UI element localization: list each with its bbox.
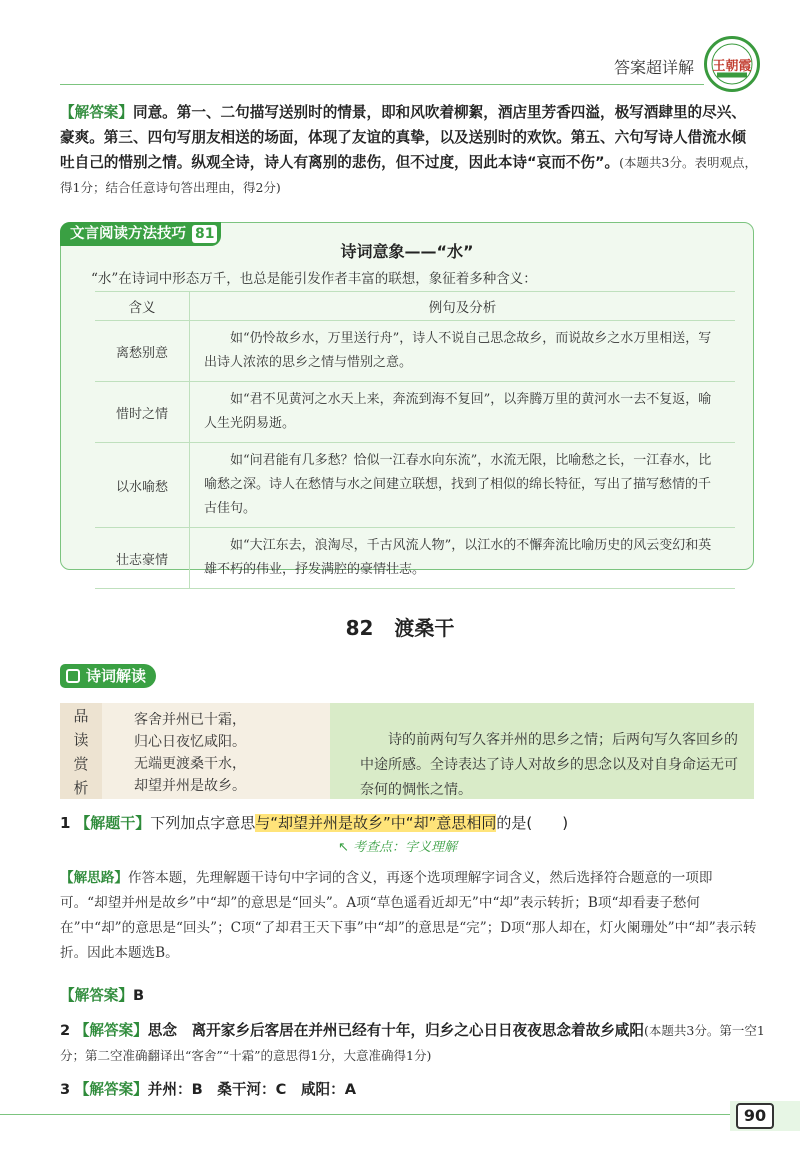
question-pre: 下列加点字意思 xyxy=(150,814,256,832)
table-row xyxy=(95,382,735,443)
poem-box xyxy=(60,703,754,799)
page-number: 90 xyxy=(736,1103,774,1129)
tip-title: 诗词意象——“水” xyxy=(340,242,474,261)
method-tip-box xyxy=(60,222,754,577)
question-1 xyxy=(60,812,568,833)
header-title: 答案超详解 xyxy=(614,58,695,77)
brand-logo xyxy=(704,36,760,92)
column-header-example: 例句及分析 xyxy=(190,292,736,321)
poem-reading-tag xyxy=(60,664,156,688)
solution-tag: 【解思路】 xyxy=(60,870,128,886)
poem-analysis: 诗的前两句写久客并州的思乡之情；后两句写久客回乡的中途所感。全诗表达了诗人对故乡的思念以及对自身命运无可奈何的惆怅之情。 xyxy=(330,703,754,799)
question-3 xyxy=(60,1078,356,1099)
poem-line: 无端更渡桑干水， xyxy=(134,756,246,772)
calendar-icon xyxy=(66,669,80,683)
answer-tag: 【解答案】 xyxy=(74,1081,148,1098)
question-2 xyxy=(60,1018,766,1068)
solution-text: 作答本题，先理解题干诗句中字词的含义，再逐个选项理解字词含义，然后选择符合题意的一项即可。“却望并州是故乡”中“却”的意思是“回头”。A项“草色遥看近却无”中“却”表示转折；B项“却看妻子愁何在”中“却”的意思是“回头”；C项“了却君王天下事”中“却”的意思是“完”；D项“那人却在，灯火阑珊处”中“却”表示转折。因此本题选B。 xyxy=(60,870,757,961)
answer-text: B xyxy=(132,987,145,1004)
column-header-meaning: 含义 xyxy=(95,292,190,321)
tip-number: 81 xyxy=(192,225,217,243)
previous-answer xyxy=(60,100,760,200)
section-number: 82 xyxy=(345,616,374,640)
appreciation-side-label xyxy=(60,703,102,799)
poem-text xyxy=(102,703,330,799)
meaning-cell: 惜时之情 xyxy=(95,382,190,443)
table-row xyxy=(95,321,735,382)
question-post: 的是( ) xyxy=(496,814,569,832)
meaning-cell: 以水喻愁 xyxy=(95,443,190,528)
meaning-cell: 壮志豪情 xyxy=(95,528,190,589)
tip-intro: “水”在诗词中形态万千，也总是能引发作者丰富的联想，象征着多种含义： xyxy=(91,271,537,287)
question-1-answer xyxy=(60,984,144,1005)
table-row xyxy=(95,443,735,528)
question-highlight: 与“却望并州是故乡”中“却”意思相同 xyxy=(255,814,497,832)
imagery-table xyxy=(95,291,735,589)
poem-line: 归心日夜忆咸阳。 xyxy=(134,734,246,750)
answer-tag: 【解答案】 xyxy=(60,987,133,1004)
example-cell: 如“大江东去，浪淘尽，千古风流人物”，以江水的不懈奔流比喻历史的风云变幻和英雄不朽的伟业，抒发满腔的豪情壮志。 xyxy=(190,528,736,589)
meaning-cell: 离愁别意 xyxy=(95,321,190,382)
question-number: 3 xyxy=(60,1081,71,1098)
table-header-row xyxy=(95,292,735,321)
exam-point-text: 考查点：字义理解 xyxy=(353,840,458,855)
question-tag: 【解题干】 xyxy=(75,814,151,832)
side-char: 析 xyxy=(73,778,89,797)
exam-point-note xyxy=(338,836,457,855)
example-cell: 如“问君能有几多愁？恰似一江春水向东流”，水流无限，比喻愁之长，一江春水，比喻愁之深。诗人在愁情与水之间建立联想，找到了相似的绵长特征，写出了描写愁情的千古佳句。 xyxy=(190,443,736,528)
score-note: (本题共3分。表明观点，得1分；结合任意诗句答出理由，得2分) xyxy=(60,155,757,195)
poem-line: 却望并州是故乡。 xyxy=(134,778,246,794)
answer-tag: 【解答案】 xyxy=(74,1022,148,1039)
poem-line: 客舍并州已十霜， xyxy=(134,712,246,728)
header-divider xyxy=(60,84,704,85)
arrow-icon: ↖ xyxy=(338,840,354,855)
table-row xyxy=(95,528,735,589)
footer-divider xyxy=(0,1114,730,1115)
answer-text: 同意。第一、二句描写送别时的情景，即和风吹着柳絮，酒店里芳香四溢，极写酒肆里的尽兴、豪爽。第三、四句写朋友相送的场面，体现了友谊的真挚，以及送别时的欢饮。第五、六句写诗人借流水倾吐自己的惜别之情。纵观全诗，诗人有离别的悲伤，但不过度，因此本诗“哀而不伤”。 xyxy=(60,104,746,171)
answer-tag: 【解答案】 xyxy=(60,104,133,121)
section-title xyxy=(0,612,800,641)
logo-text: 王朝霞 xyxy=(712,58,752,74)
score-note: (本题共3分。第一空1分；第二空准确翻译出“客舍”“十霜”的意思得1分，大意准确得1分) xyxy=(60,1023,765,1063)
example-cell: 如“君不见黄河之水天上来，奔流到海不复回”，以奔腾万里的黄河水一去不复返，喻人生光阴易逝。 xyxy=(190,382,736,443)
side-char: 品 xyxy=(73,706,89,725)
answer-text: 思念 离开家乡后客居在并州已经有十年，归乡之心日日夜夜思念着故乡咸阳 xyxy=(147,1022,644,1039)
answer-text: 并州：B 桑干河：C 咸阳：A xyxy=(147,1081,357,1098)
side-char: 赏 xyxy=(73,754,89,773)
example-cell: 如“仍怜故乡水，万里送行舟”，诗人不说自己思念故乡，而说故乡之水万里相送，写出诗人浓浓的思乡之情与惜别之意。 xyxy=(190,321,736,382)
poem-reading-label: 诗词解读 xyxy=(86,667,147,685)
solution-idea xyxy=(60,866,760,966)
question-number: 1 xyxy=(60,814,71,832)
side-char: 读 xyxy=(73,730,89,749)
section-name: 渡桑干 xyxy=(394,616,455,640)
question-number: 2 xyxy=(60,1022,71,1039)
tip-label-text: 文言阅读方法技巧 xyxy=(70,226,186,242)
